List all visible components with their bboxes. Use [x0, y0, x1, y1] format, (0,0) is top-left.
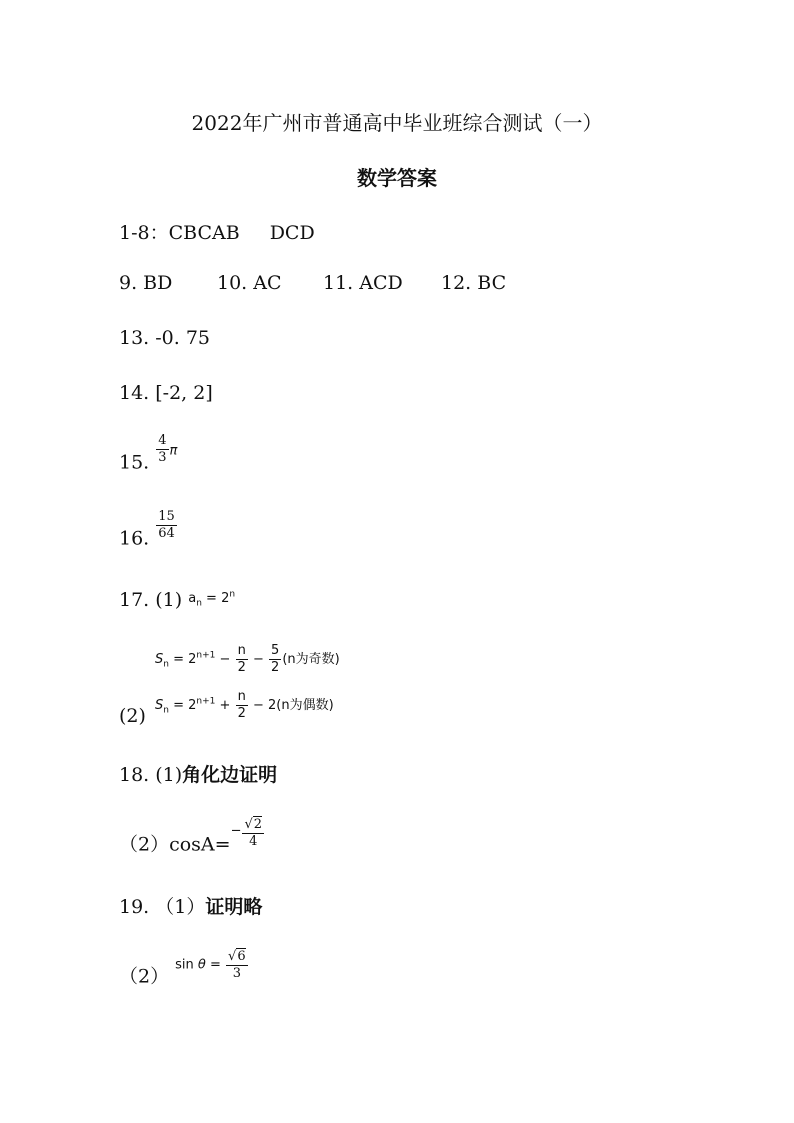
page-title: 2022年广州市普通高中毕业班综合测试（一） [191, 111, 603, 135]
answer-18-label: 18. (1) [119, 764, 183, 786]
answer-1-8-values: CBCAB [168, 222, 240, 244]
answer-19-part1-text: 证明略 [205, 896, 263, 918]
answer-19-denominator: 3 [232, 966, 241, 981]
answer-19-part2-label: （2） [119, 965, 170, 988]
answer-15-denominator: 3 [158, 450, 167, 465]
answer-9: 9. BD [119, 272, 173, 294]
answer-15-label: 15. [119, 451, 150, 474]
answer-18-cos-text: cosA= [169, 833, 231, 856]
answer-18-numerator: √2 [244, 817, 263, 832]
answer-19-numerator: √6 [228, 949, 246, 964]
answer-6-8-values: DCD [269, 222, 315, 244]
answer-15 [119, 434, 177, 474]
answer-17-part1 [119, 589, 235, 611]
answer-17-sn-odd: $S_n = 2^{n+1}$ − $\frac{n}{2}$ − $\frac{5}{2}$ (n为奇数) [155, 643, 340, 675]
answer-18-part2 [119, 818, 265, 857]
answer-17-sn-even: $S_n = 2^{n+1}$ + $\frac{n}{2}$ − 2(n为偶数) [155, 689, 334, 721]
answer-19-label: 19. （1） [119, 896, 206, 918]
page-subtitle: 数学答案 [357, 166, 437, 190]
answer-15-numerator: 4 [158, 433, 167, 448]
answer-17-part2-label: (2) [119, 705, 146, 727]
answer-18-part2-label: （2） [119, 833, 170, 856]
answer-18-minus: − [230, 823, 242, 839]
answer-15-pi: π [169, 443, 178, 459]
answer-18-part1 [119, 760, 277, 787]
answer-19-fraction [226, 950, 248, 981]
answer-16 [119, 510, 178, 550]
answer-19-part2 [119, 950, 249, 989]
answer-12: 12. BC [441, 272, 507, 294]
answer-17-label: 17. (1) [119, 589, 183, 611]
answer-16-denominator: 64 [158, 526, 175, 541]
answer-11: 11. ACD [323, 272, 403, 294]
answer-16-numerator: 15 [158, 509, 175, 524]
answer-18-part1-text: 角化边证明 [182, 764, 278, 786]
answer-17-an-formula: an = 2n [188, 589, 236, 609]
answer-1-8-label: 1-8： [119, 222, 169, 244]
answer-14: 14. [-2, 2] [119, 382, 213, 404]
answer-16-label: 16. [119, 527, 150, 550]
answer-13: 13. -0. 75 [119, 327, 211, 349]
answer-18-denominator: 4 [249, 834, 258, 849]
answer-1-8 [119, 218, 315, 245]
answer-19-part1 [119, 892, 262, 919]
answer-19-sin-formula: sin θ = [175, 957, 226, 973]
answer-10: 10. AC [217, 272, 282, 294]
answer-15-fraction [156, 434, 168, 465]
answer-18-fraction [242, 818, 264, 849]
answer-16-fraction [156, 510, 177, 541]
